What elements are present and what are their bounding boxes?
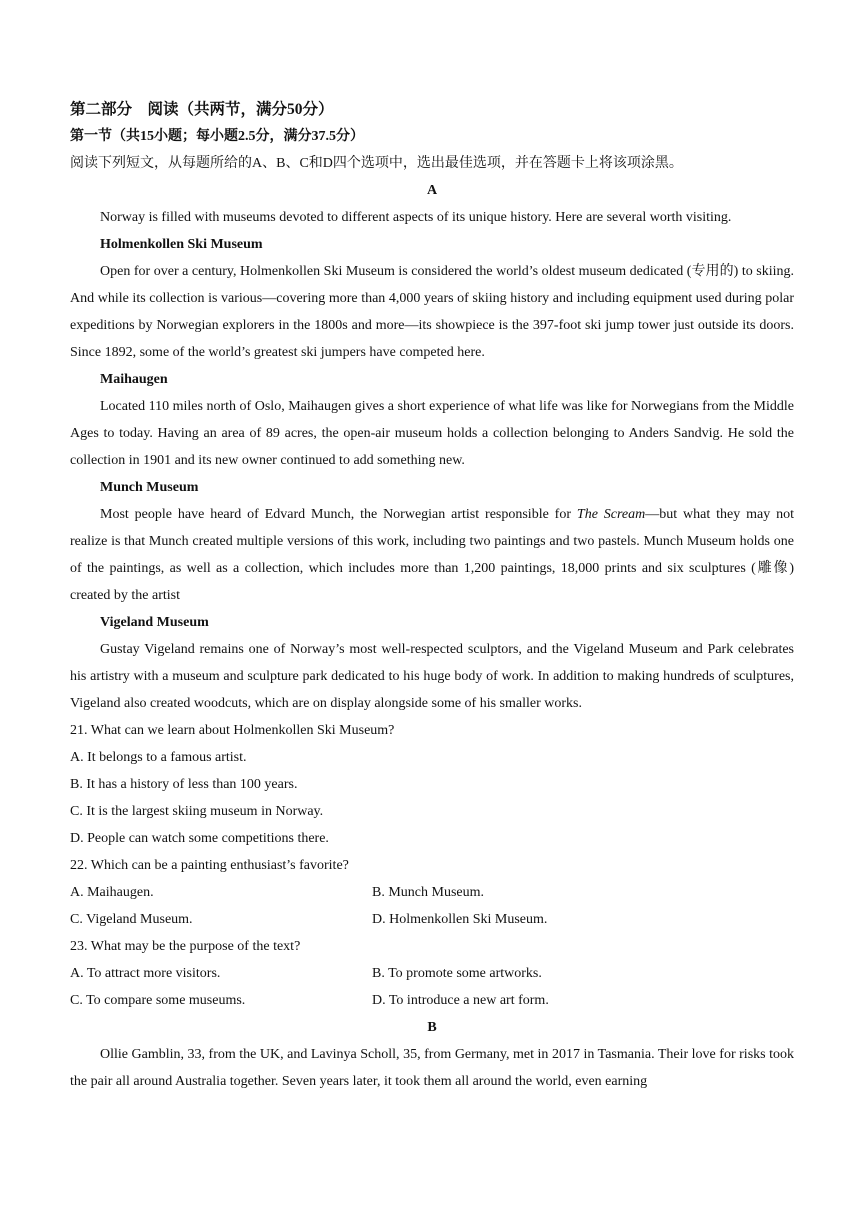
museum-name-vigeland: Vigeland Museum (100, 615, 209, 630)
museum-name-maihaugen: Maihaugen (100, 372, 168, 387)
museum-text-maihaugen: Located 110 miles north of Oslo, Maihaugen gives a short experience of what life was like for Norwegians from the Middle Ages to today. Having an area of 89 acres, the open-air museum holds a collection belonging to Anders Sandvig. He sold the collection in 1901 and its new owner continued to add something new. (70, 399, 794, 468)
section-title: 第二部分 阅读（共两节，满分50分） (70, 101, 334, 118)
question-23-stem: 23. What may be the purpose of the text? (70, 939, 301, 954)
museum-name-holmenkollen: Holmenkollen Ski Museum (100, 237, 263, 252)
question-23-options-row-1 (70, 960, 794, 987)
instructions: 阅读下列短文，从每题所给的A、B、C和D四个选项中，选出最佳选项，并在答题卡上将该项涂黑。 (70, 156, 683, 171)
question-22-options-row-2 (70, 906, 794, 933)
question-21-option-b: B. It has a history of less than 100 years. (70, 777, 298, 792)
question-22-option-d: D. Holmenkollen Ski Museum. (372, 912, 548, 927)
museum-text-vigeland: Gustay Vigeland remains one of Norway’s most well-respected sculptors, and the Vigeland Museum and Park celebrates his artistry with a museum and sculpture park dedicated to his huge body of work. In addition to making hundreds of sculptures, Vigeland also created woodcuts, which are on display alongside some of his smaller works. (70, 642, 794, 711)
question-23-option-b: B. To promote some artworks. (372, 966, 542, 981)
question-22-option-c: C. Vigeland Museum. (70, 912, 193, 927)
question-23-option-a: A. To attract more visitors. (70, 966, 221, 981)
question-22-stem: 22. Which can be a painting enthusiast’s favorite? (70, 858, 349, 873)
question-22-option-b: B. Munch Museum. (372, 885, 484, 900)
document-page (70, 96, 794, 1095)
question-22-options-row-1 (70, 879, 794, 906)
question-23-option-d: D. To introduce a new art form. (372, 993, 549, 1008)
passage-b-label: B (427, 1020, 437, 1035)
munch-text-italic: The Scream (576, 507, 646, 522)
museum-name-munch: Munch Museum (100, 480, 199, 495)
question-23-option-c: C. To compare some museums. (70, 993, 246, 1008)
passage-a-label: A (426, 183, 438, 198)
question-21-stem: 21. What can we learn about Holmenkollen Ski Museum? (70, 723, 395, 738)
part-heading: 第一节（共15小题；每小题2.5分，满分37.5分） (70, 129, 364, 144)
museum-text-munch (70, 501, 794, 609)
munch-text-before: Most people have heard of Edvard Munch, the Norwegian artist responsible for (100, 507, 577, 522)
question-21-option-d: D. People can watch some competitions there. (70, 831, 329, 846)
passage-a-intro: Norway is filled with museums devoted to different aspects of its unique history. Here are several worth visiting. (100, 210, 732, 225)
question-23-options-row-2 (70, 987, 794, 1014)
question-21-option-a: A. It belongs to a famous artist. (70, 750, 247, 765)
munch-text-after: —but what they may not realize is that Munch created multiple versions of this work, including two paintings and two pastels. Munch Museum holds one of the paintings, as well as a collection, which includes more than 1,200 paintings, 18,000 prints and six sculptures (雕像) created by the artist (70, 507, 795, 603)
question-22-option-a: A. Maihaugen. (70, 885, 154, 900)
museum-text-holmenkollen: Open for over a century, Holmenkollen Ski Museum is considered the world’s oldest museum dedicated (专用的) to skiing. And while its collection is various—covering more than 4,000 years of skiing history and including equipment used during polar expeditions by Norwegian explorers in the 1800s and more—its showpiece is the 397-foot ski jump tower just outside its doors. Since 1892, some of the world’s greatest ski jumpers have competed here. (70, 264, 794, 360)
question-21-option-c: C. It is the largest skiing museum in Norway. (70, 804, 324, 819)
passage-b-text: Ollie Gamblin, 33, from the UK, and Lavinya Scholl, 35, from Germany, met in 2017 in Tasmania. Their love for risks took the pair all around Australia together. Seven years later, it took them all around the world, even earning (70, 1047, 794, 1089)
